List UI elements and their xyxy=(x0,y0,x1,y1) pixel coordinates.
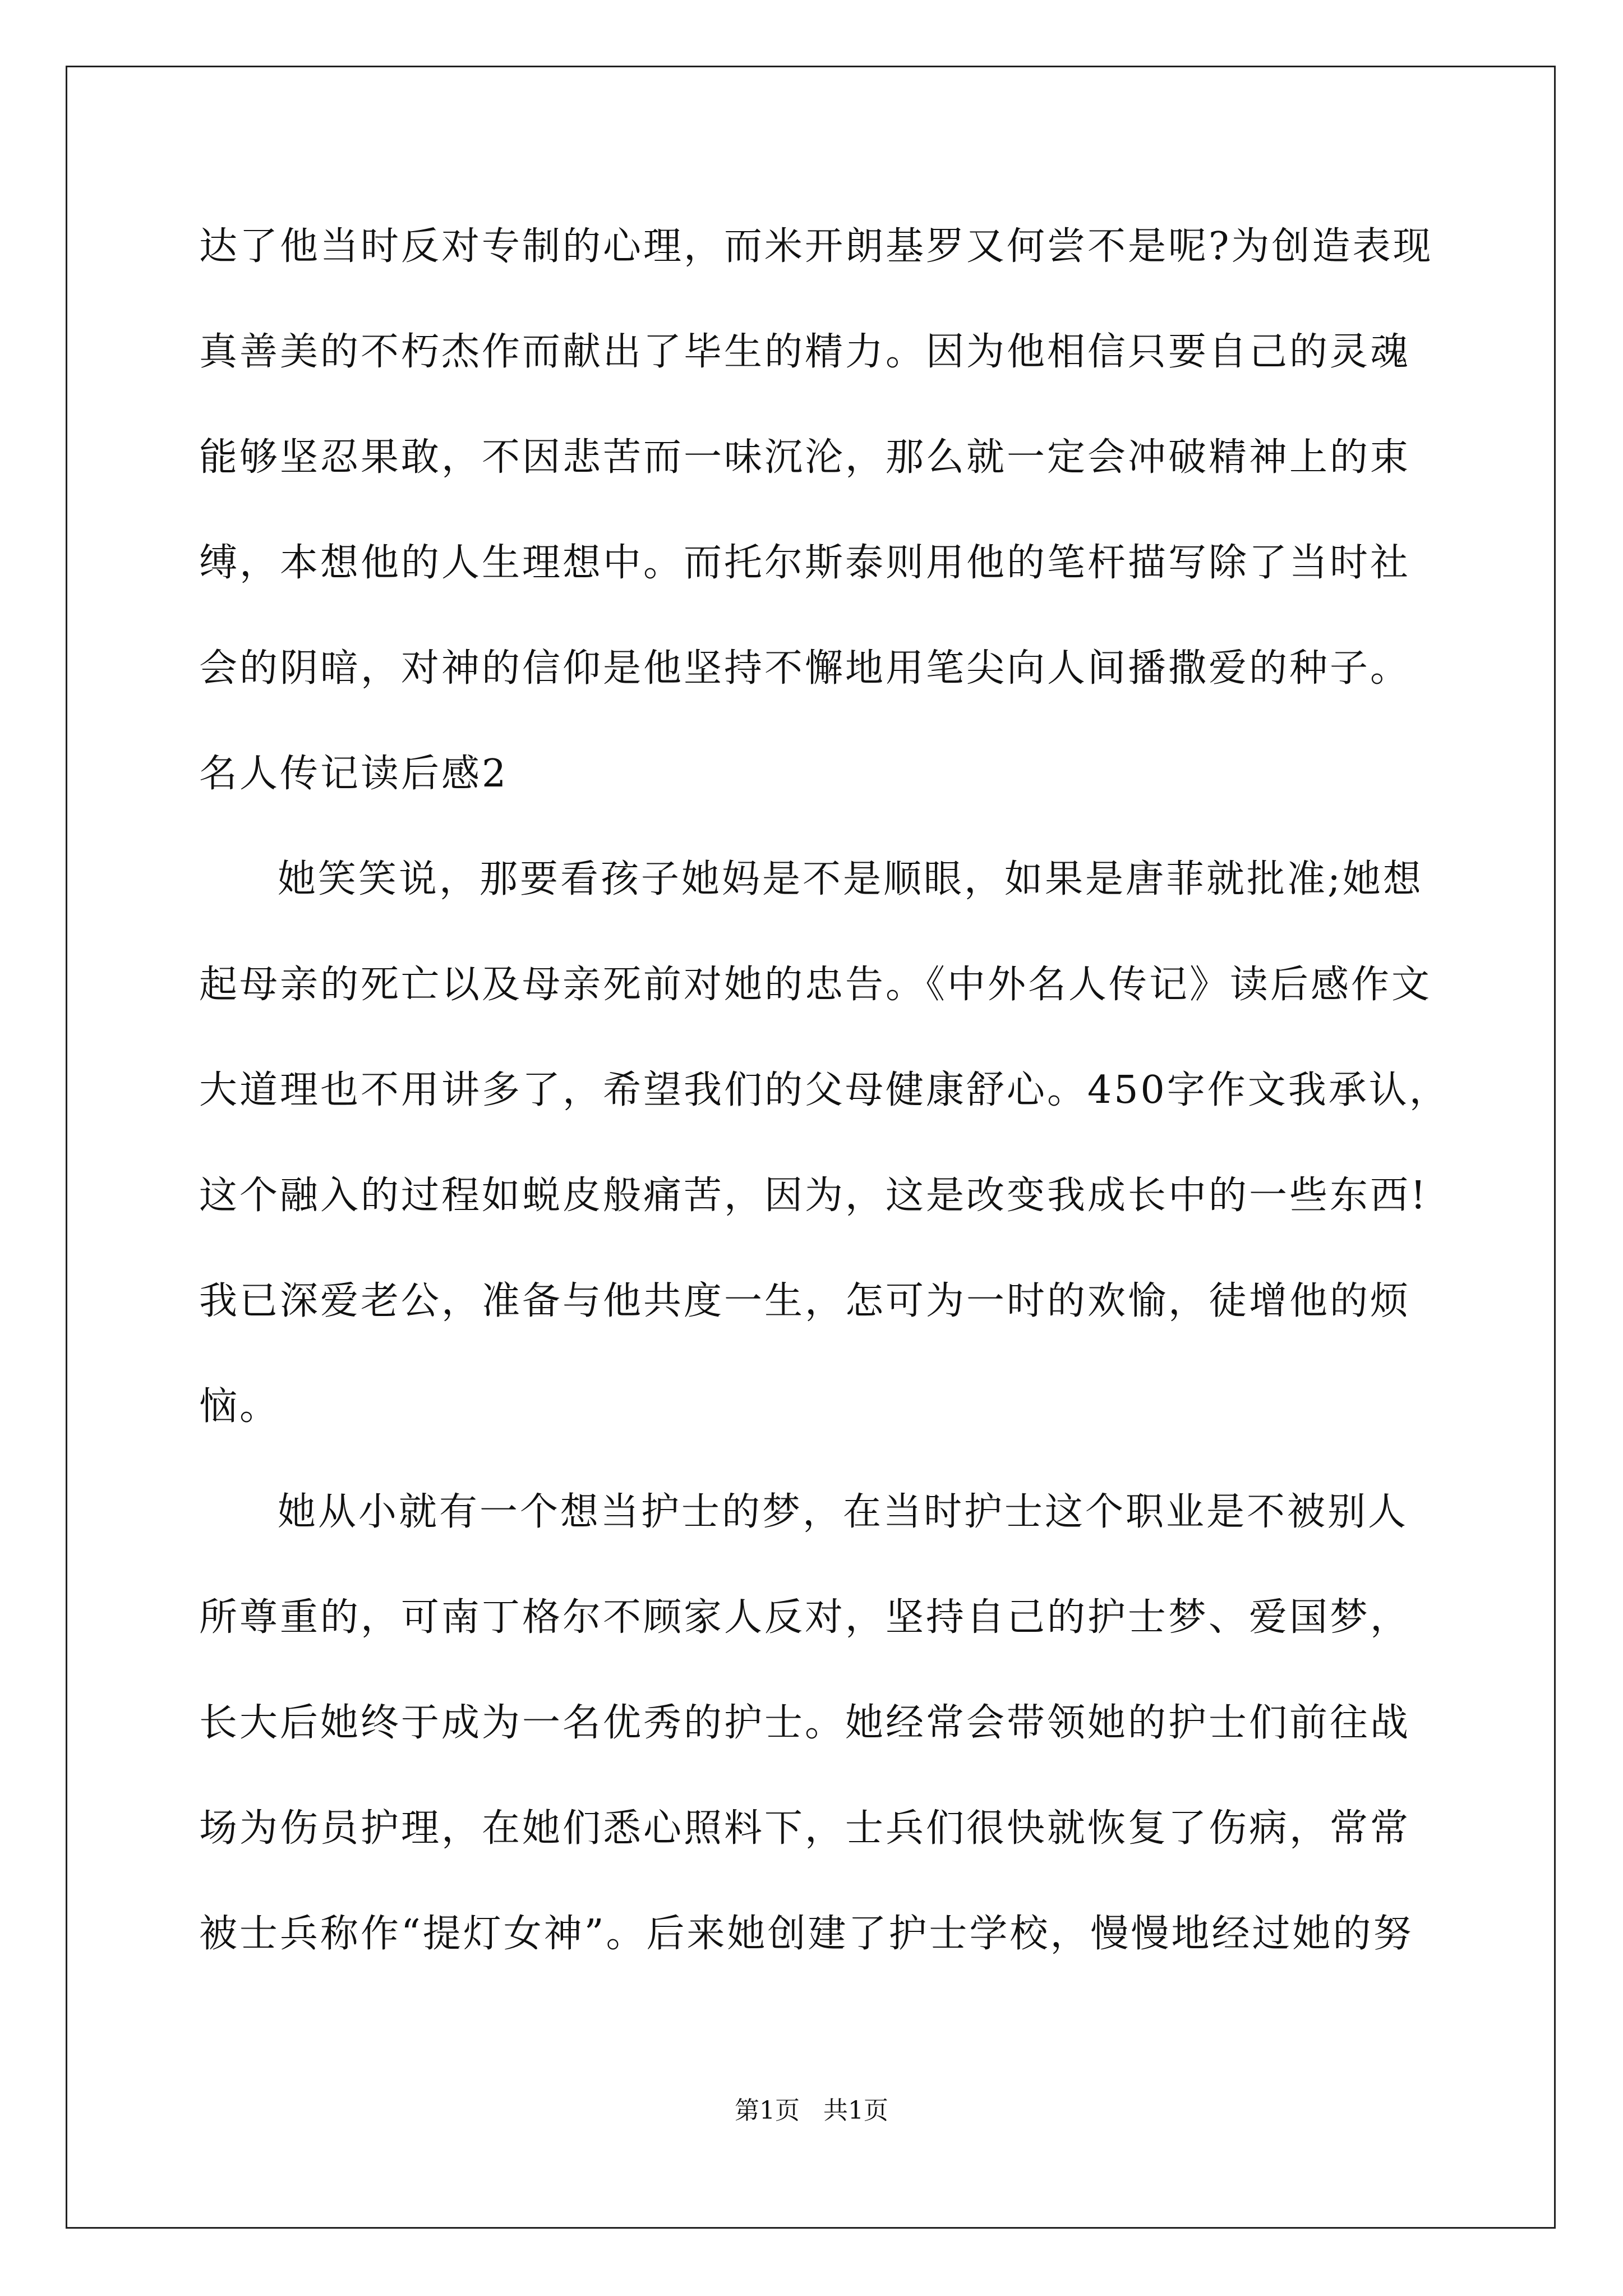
text-line: 场为伤员护理，在她们悉心照料下，士兵们很快就恢复了伤病，常常 xyxy=(199,1806,1411,1851)
text-line: 我已深爱老公，准备与他共度一生，怎可为一时的欢愉，徒增他的烦 xyxy=(199,1279,1411,1323)
section-title: 名人传记读后感2 xyxy=(199,752,509,796)
text-line: 会的阴暗，对神的信仰是他坚持不懈地用笔尖向人间播撒爱的种子。 xyxy=(199,646,1411,691)
text-line: 她笑笑说，那要看孩子她妈是不是顺眼，如果是唐菲就批准;她想 xyxy=(278,857,1423,901)
text-line: 恼。 xyxy=(199,1384,280,1429)
text-line: 缚，本想他的人生理想中。而托尔斯泰则用他的笔杆描写除了当时社 xyxy=(199,541,1411,585)
text-line: 起母亲的死亡以及母亲死前对她的忠告。《中外名人传记》读后感作文 xyxy=(199,963,1432,1007)
text-line: 所尊重的，可南丁格尔不顾家人反对，坚持自己的护士梦、爱国梦， xyxy=(199,1595,1411,1640)
text-line: 长大后她终于成为一名优秀的护士。她经常会带领她的护士们前往战 xyxy=(199,1701,1411,1745)
page-number: 第1页 共1页 xyxy=(735,2096,888,2125)
text-line: 大道理也不用讲多了，希望我们的父母健康舒心。450字作文我承认， xyxy=(199,1068,1450,1112)
text-line: 能够坚忍果敢，不因悲苦而一味沉沦，那么就一定会冲破精神上的束 xyxy=(199,435,1411,480)
text-line: 这个融入的过程如蜕皮般痛苦，因为，这是改变我成长中的一些东西! xyxy=(199,1174,1428,1218)
text-line: 被士兵称作“提灯女神”。后来她创建了护士学校，慢慢地经过她的努 xyxy=(199,1912,1414,1956)
text-line: 她从小就有一个想当护士的梦，在当时护士这个职业是不被别人 xyxy=(278,1490,1409,1534)
text-line: 达了他当时反对专制的心理，而米开朗基罗又何尝不是呢?为创造表现 xyxy=(199,224,1433,269)
text-line: 真善美的不朽杰作而献出了毕生的精力。因为他相信只要自己的灵魂 xyxy=(199,330,1411,374)
page-border xyxy=(66,66,1556,2229)
